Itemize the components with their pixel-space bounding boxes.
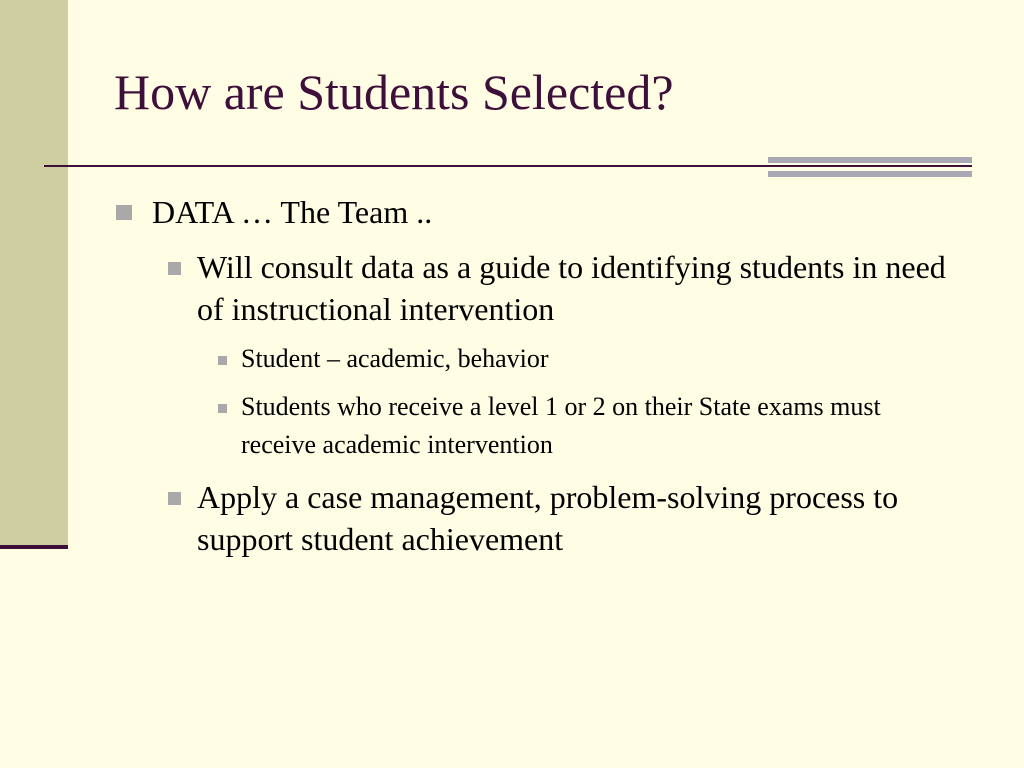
square-bullet-icon [218, 356, 227, 365]
square-bullet-icon [168, 492, 181, 505]
bullet-level-1 [152, 193, 972, 231]
bullet-text: Apply a case management, problem-solving process to support student achievement [197, 479, 899, 557]
square-bullet-icon [168, 262, 181, 275]
bullet-text: Students who receive a level 1 or 2 on their State exams must receive academic intervention [241, 392, 881, 459]
left-band-rule [0, 545, 68, 549]
accent-bar-bottom [768, 171, 972, 177]
bullet-level-3 [241, 340, 921, 378]
left-decorative-band [0, 0, 68, 545]
square-bullet-icon [116, 205, 132, 220]
accent-bar-top [768, 157, 972, 163]
bullet-level-2 [197, 476, 907, 560]
bullet-level-2 [197, 246, 967, 330]
slide-title: How are Students Selected? [114, 64, 674, 120]
bullet-level-3 [241, 388, 901, 464]
accent-bars [768, 157, 972, 179]
bullet-text: Will consult data as a guide to identifying students in need of instructional intervention [197, 249, 946, 327]
bullet-text: DATA … The Team .. [152, 194, 433, 230]
bullet-text: Student – academic, behavior [241, 344, 549, 373]
square-bullet-icon [218, 404, 227, 413]
